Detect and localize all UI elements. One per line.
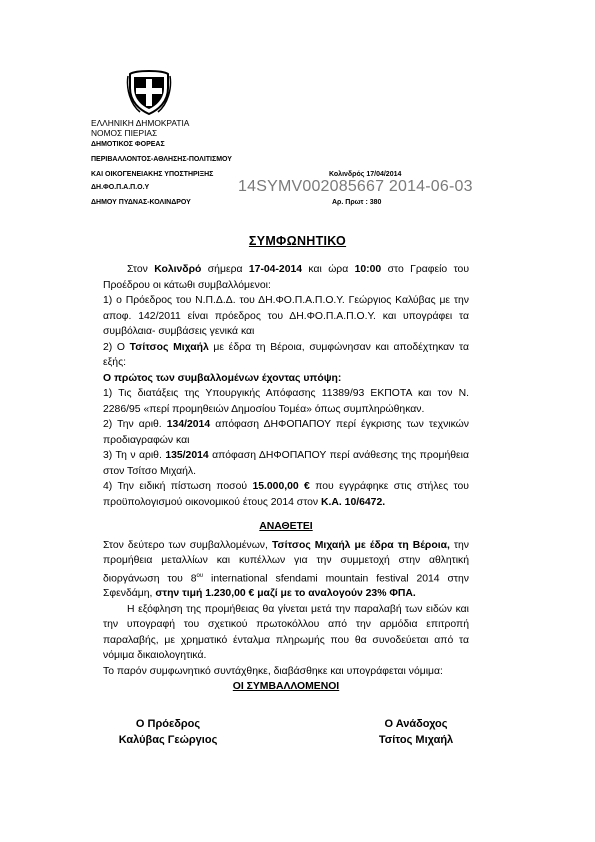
considering-heading: Ο πρώτος των συμβαλλομένων έχοντας υπόψη: — [103, 372, 342, 384]
diavgeia-watermark: 14SYMV002085667 2014-06-03 — [238, 178, 473, 195]
header-org-line3: ΚΑΙ ΟΙΚΟΓΕΝΕΙΑΚΗΣ ΥΠΟΣΤΗΡΙΞΗΣ — [91, 171, 214, 178]
considering-item-1: 1) Τις διατάξεις της Υπουργικής Απόφασης 11389/93 ΕΚΠΟΤΑ και τον Ν. 2286/95 «περί προμηθειών Δημοσίου Τομέα» όπως συμπληρώθηκαν. — [103, 388, 469, 415]
signature-right-name: Τσίτος Μιχαήλ — [378, 734, 454, 746]
considering-item-4: 4) Την ειδική πίστωση ποσού 15.000,00 € που εγγράφηκε στις στήλες του προϋπολογισμού οικονομικού έτους 2014 στον Κ.Α. 10/6472. — [103, 481, 469, 508]
header-country: ΕΛΛΗΝΙΚΗ ΔΗΜΟΚΡΑΤΙΑ — [91, 118, 190, 128]
paragraph-assignment: Στον δεύτερο των συμβαλλομένων, Τσίτσος Μιχαήλ με έδρα τη Βέροια, την προμήθεια μεταλλίων και κυπέλλων για την συμμετοχή στην αθλητική διοργάνωση του $8^{o\upsilon}$ international sfendami mountain festival 2014 στην Σφενδάμη, στην τιμή 1.230,00 € μαζί με το αναλογούν 23% ΦΠΑ. — [103, 539, 470, 600]
assigns-heading: ΑΝΑΘΕΤΕΙ — [259, 521, 313, 532]
paragraph-closing: Το παρόν συμφωνητικό συντάχθηκε, διαβάσθηκε και υπογράφεται νόμιμα: — [103, 665, 443, 677]
paragraph-party-1: 1) ο Πρόεδρος του Ν.Π.Δ.Δ. του ΔΗ.ΦΟ.Π.Α.Π.Ο.Υ. Γεώργιος Καλύβας με την αποφ. 142/2011 είναι πρόεδρος του ΔΗ.ΦΟ.Π.Α.Π.Ο.Υ. και υπογράφει τα συμβόλαια- συμβάσεις γενικά και — [103, 295, 469, 337]
parties-heading: ΟΙ ΣΥΜΒΑΛΛΟΜΕΝΟΙ — [232, 681, 340, 693]
signature-left-role: Ο Πρόεδρος — [135, 718, 201, 730]
considering-item-2: 2) Την αριθ. 134/2014 απόφαση ΔΗΦΟΠΑΠΟΥ περί έγκρισης των τεχνικών προδιαγραφών και — [103, 419, 469, 446]
signature-right-role: Ο Ανάδοχος — [384, 718, 448, 730]
considering-item-3: 3) Τη ν αριθ. 135/2014 απόφαση ΔΗΦΟΠΑΠΟΥ περί ανάθεσης της προμήθεια στον Τσίτσο Μιχαήλ. — [103, 450, 469, 477]
header-org-line1: ΔΗΜΟΤΙΚΟΣ ΦΟΡΕΑΣ — [91, 141, 165, 148]
document-title: ΣΥΜΦΩΝΗΤΙΚΟ — [248, 234, 347, 248]
document-body — [103, 262, 469, 698]
place-date: Κολινδρός 17/04/2014 — [329, 171, 402, 178]
paragraph-party-2: 2) Ο Τσίτσος Μιχαήλ με έδρα τη Βέροια, συμφώνησαν και αποδέχτηκαν τα εξής: — [103, 341, 469, 368]
paragraph-payment: Η εξόφληση της προμήθειας θα γίνεται μετά την παραλαβή των ειδών και την υπογραφή του σχετικού πρωτοκόλλου από την αρμόδια επιτροπή παραλαβής, με χρηματικό ένταλμα πληρωμής που θα συνοδεύεται από τα νόμιμα δικαιολογητικά. — [103, 603, 469, 662]
protocol-number: Αρ. Πρωτ : 380 — [332, 199, 382, 206]
header-org-line2: ΠΕΡΙΒΑΛΛΟΝΤΟΣ-ΑΘΛΗΣΗΣ-ΠΟΛΙΤΙΣΜΟΥ — [91, 156, 232, 163]
header-municipality: ΔΗΜΟΥ ΠΥΔΝΑΣ-ΚΟΛΙΝΔΡΟΥ — [91, 199, 191, 206]
signature-right — [356, 716, 476, 748]
signature-left-name: Καλύβας Γεώργιος — [118, 734, 218, 746]
header-org-abbrev: ΔΗ.ΦΟ.Π.Α.Π.Ο.Υ — [91, 184, 150, 191]
paragraph-intro: Στον Κολινδρό σήμερα 17-04-2014 και ώρα 10:00 στο Γραφείο του Προέδρου οι κάτωθι συμβαλλόμενοι: — [103, 264, 469, 291]
signature-left — [108, 716, 228, 748]
greek-emblem-icon — [126, 68, 172, 116]
header-prefecture: ΝΟΜΟΣ ΠΙΕΡΙΑΣ — [91, 128, 158, 138]
